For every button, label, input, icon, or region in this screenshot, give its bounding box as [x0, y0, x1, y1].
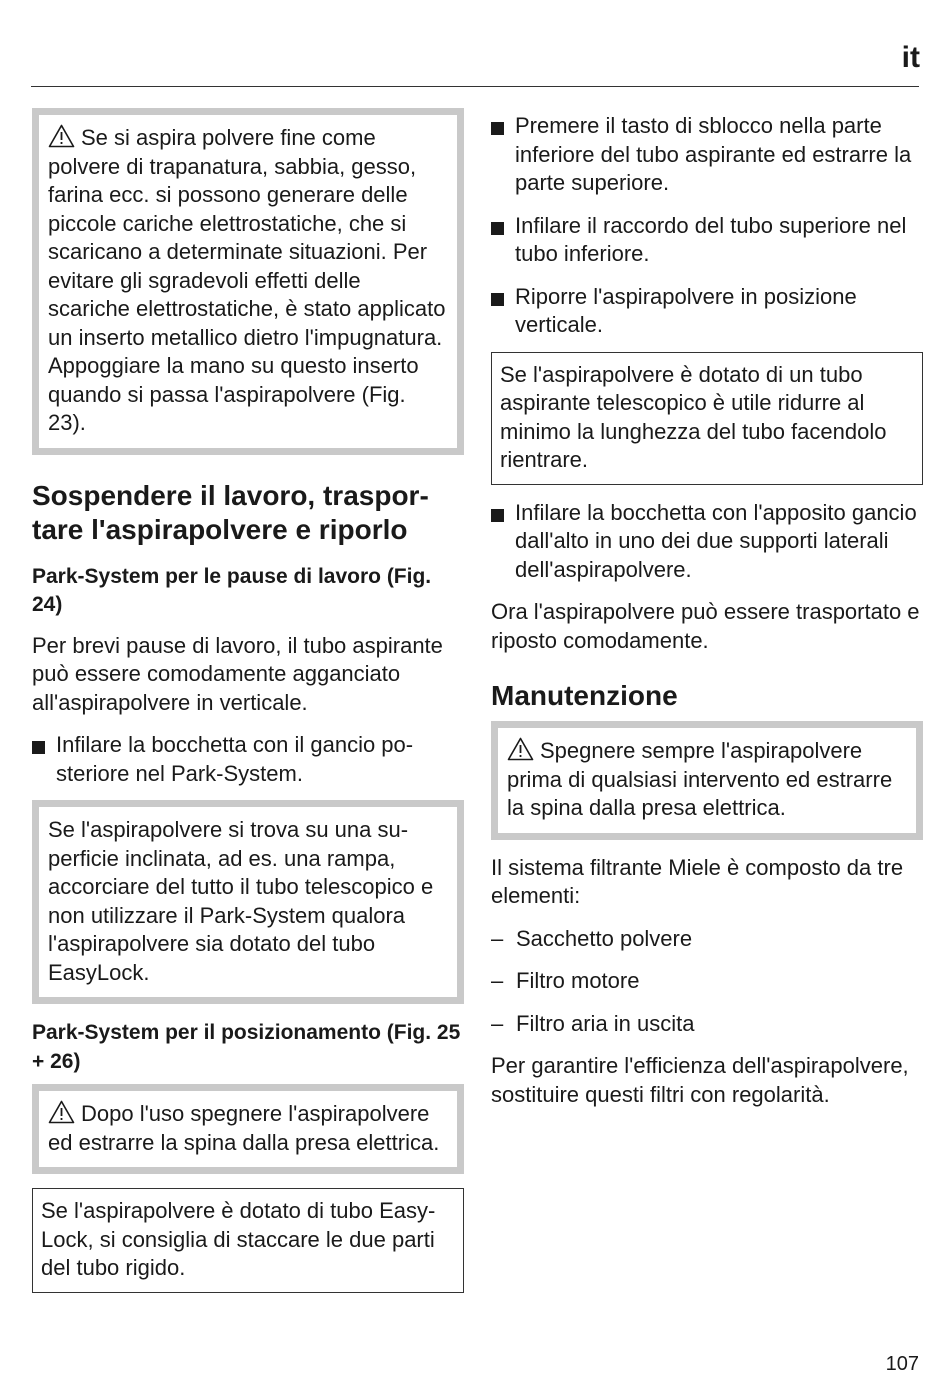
warning-triangle-icon	[48, 1100, 75, 1124]
paragraph-pause: Per brevi pause di lavoro, il tubo aspirante può essere comodamente agganciato all'aspirapolvere in verticale.	[32, 632, 443, 715]
list-item	[491, 925, 923, 954]
warning-box-maintenance	[491, 721, 923, 840]
note-text: Se l'aspirapolvere è dotato di un tubo aspirante telescopico è utile ridurre al minimo la lunghezza del tubo facendolo rientrare.	[500, 361, 887, 472]
list-item-text: Infilare il raccordo del tubo superiore nel tubo inferiore.	[515, 212, 907, 266]
warning-text-body: Spegnere sempre l'aspirapolvere prima di qualsiasi intervento ed estrarre la spina dalla presa elettrica.	[507, 738, 893, 820]
list-item-text: Filtro aria in uscita	[516, 1010, 695, 1036]
note-box-telescopic	[491, 352, 923, 485]
note-box-easylock	[32, 1188, 464, 1293]
square-bullet-icon	[491, 293, 504, 306]
language-tag: it	[901, 41, 920, 74]
warning-text	[48, 124, 448, 438]
paragraph-filter-maintenance: Per garantire l'efficienza dell'aspirapolvere, sostituire questi filtri con regolarità.	[491, 1053, 909, 1107]
list-item	[491, 112, 923, 198]
list-item-text: Infilare la bocchetta con l'apposito gancio dall'alto in uno dei due supporti laterali dell'aspirapolvere.	[515, 499, 917, 582]
warning-triangle-icon	[507, 737, 534, 761]
dash-bullet: –	[491, 925, 504, 951]
list-item	[491, 283, 923, 340]
list-item	[491, 1010, 923, 1039]
list-item-text: Riporre l'aspirapolvere in posizione verticale.	[515, 283, 857, 337]
list-item	[491, 499, 923, 585]
paragraph-filter-intro: Il sistema filtrante Miele è composto da tre elementi:	[491, 854, 904, 908]
dash-bullet: –	[491, 968, 504, 993]
square-bullet-icon	[491, 122, 504, 135]
list-item-text: Sacchetto polvere	[516, 925, 693, 951]
list-item-text: Filtro motore	[516, 968, 640, 993]
list-item-text: Premere il tasto di sblocco nella parte inferiore del tubo aspirante ed estrarre la parte superiore.	[515, 113, 912, 195]
dash-bullet: –	[491, 1010, 504, 1036]
note-text: Se l'aspirapolvere si trova su una superficie inclinata, ad es. una rampa, accorciare del tutto il tubo telescopico e non utilizzare il Park-System qualora l'aspirapolvere sia dotato del tubo EasyLock.	[48, 817, 434, 985]
warning-box-unplug	[32, 1084, 464, 1174]
paragraph-transport: Ora l'aspirapolvere può essere trasportato e riposto comodamente.	[491, 599, 920, 653]
square-bullet-icon	[491, 509, 504, 522]
warning-triangle-icon	[48, 124, 75, 148]
list-item	[491, 967, 923, 996]
list-item	[32, 731, 464, 788]
left-column	[32, 108, 464, 1293]
warning-text-body: Dopo l'uso spegnere l'aspirapolvere ed estrarre la spina dalla presa elettrica.	[48, 1101, 440, 1155]
square-bullet-icon	[491, 222, 504, 235]
warning-text-body: Se si aspira polvere fine come polvere di trapanatura, sabbia, gesso, farina ecc. si possono generare delle piccole cariche elettrostatiche, che si scaricano a determinate situazioni. Per evitare gli sgradevoli effetti delle scariche elettrostatiche, è stato applicato un inserto metallico dietro l'impugnatura. Appoggiare la mano su questo inserto quando si passa l'aspirapolvere (Fig. 23).	[48, 125, 446, 435]
section-title-maintenance: Manutenzione	[491, 680, 678, 711]
page-number: 107	[885, 1353, 919, 1375]
list-item	[491, 212, 923, 269]
warning-text	[507, 737, 907, 823]
note-text: Se l'aspirapolvere è dotato di tubo Easy-Lock, si consiglia di staccare le due parti del tubo rigido.	[41, 1198, 436, 1280]
warning-text	[48, 1100, 448, 1157]
section-title-park: Sospendere il lavoro, trasportare l'aspirapolvere e riporlo	[32, 479, 429, 545]
list-item-text: Infilare la bocchetta con il gancio posteriore nel Park-System.	[56, 732, 414, 786]
square-bullet-icon	[32, 741, 45, 754]
note-box-incline	[32, 800, 464, 1004]
subsection-title-positioning: Park-System per il posizionamento (Fig. 25 + 26)	[32, 1021, 461, 1073]
right-column	[491, 112, 923, 1109]
header-rule	[31, 86, 919, 87]
warning-box-static	[32, 108, 464, 455]
subsection-title-pause: Park-System per le pause di lavoro (Fig. 24)	[32, 564, 432, 616]
